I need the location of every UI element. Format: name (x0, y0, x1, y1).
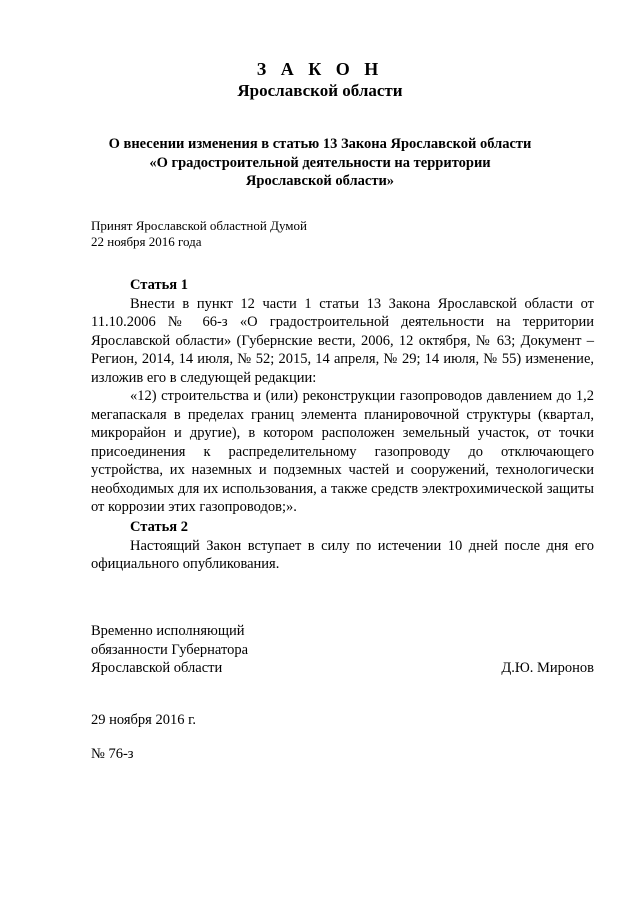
law-subject (80, 135, 560, 191)
article-2 (91, 518, 594, 574)
signing-date: 29 ноября 2016 г. (91, 712, 197, 728)
law-title (0, 58, 640, 102)
article-2-paragraph-1: Настоящий Закон вступает в силу по истечении 10 дней после дня его официального опубликования. (91, 537, 594, 572)
signatory-title-1: Временно исполняющий (91, 623, 245, 639)
article-1-paragraph-2: «12) строительства и (или) реконструкции газопроводов давлением до 1,2 мегапаскаля в пределах границ элемента планировочной структуры (квартал, микрорайон и другие), в котором расположен земельный участок, от точки присоединения к распределительному газопроводу до отключающего устройства, их наземных и подземных частей и сооружений, технологически необходимых для их использования, а также средств электрохимической защиты от коррозии этих газопроводов;». (91, 388, 594, 515)
signatory-name: Д.Ю. Миронов (501, 660, 594, 676)
article-1-paragraph-1: Внести в пункт 12 части 1 статьи 13 Закона Ярославской области от 11.10.2006 № 66-з «О градостроительной деятельности на территории Ярославской области» (Губернские вести, 2006, 12 октября, № 63; Документ – Регион, 2014, 14 июля, № 52; 2015, 14 апреля, № 29; 14 июля, № 55) изменение, изложив его в следующей редакции: (91, 295, 594, 386)
law-region: Ярославской области (237, 81, 403, 100)
article-1-heading: Статья 1 (130, 277, 188, 293)
adoption-date: 22 ноября 2016 года (91, 233, 202, 249)
adoption-line-1: Принят Ярославской областной Думой (91, 218, 307, 233)
article-1 (91, 276, 594, 517)
signatory-title-2: обязанности Губернатора (91, 641, 249, 658)
adoption-note (91, 218, 307, 249)
law-number: № 76-з (91, 746, 134, 762)
subject-line-1: О внесении изменения в статью 13 Закона Ярославской области (108, 136, 532, 152)
subject-line-2: «О градостроительной деятельности на территории (149, 154, 491, 171)
subject-line-3: Ярославской области» (245, 173, 395, 189)
law-heading: З А К О Н (256, 59, 384, 79)
signature-block (91, 622, 594, 678)
article-2-heading: Статья 2 (130, 519, 188, 535)
signatory-title-3: Ярославской области (91, 660, 223, 676)
